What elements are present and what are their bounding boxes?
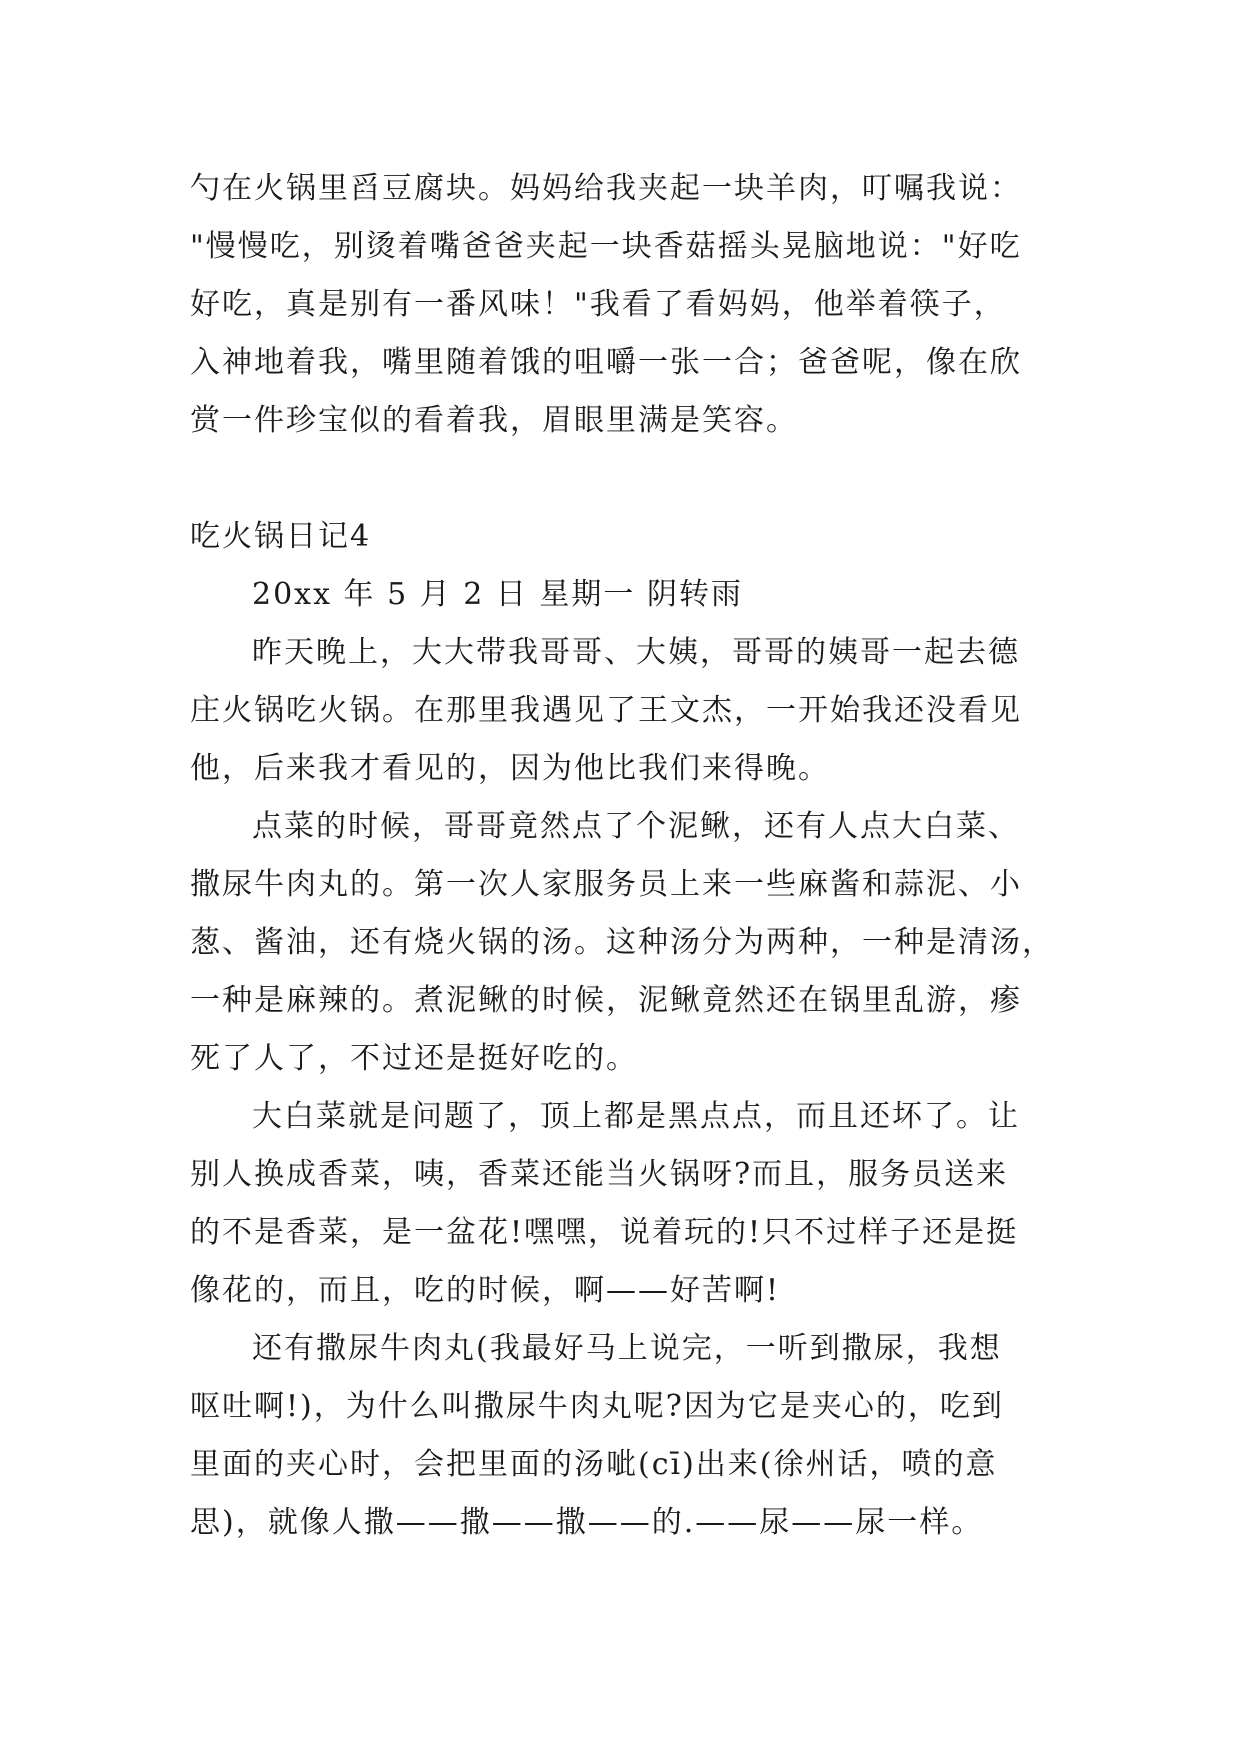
paragraph-4 bbox=[190, 1320, 1070, 1552]
diary-title: 吃火锅日记4 bbox=[190, 519, 372, 554]
paragraph-1 bbox=[190, 624, 1070, 798]
intro-paragraph bbox=[190, 160, 1070, 450]
diary-date-line: 20xx 年 5 月 2 日 星期一 阴转雨 bbox=[252, 577, 743, 612]
text-line: 葱、酱油，还有烧火锅的汤。这种汤分为两种，一种是清汤， bbox=[190, 925, 1054, 960]
paragraph-2 bbox=[190, 798, 1070, 1088]
document-page bbox=[190, 160, 1070, 1552]
text-line: 思)，就像人撒——撒——撒——的.——尿——尿一样。 bbox=[190, 1505, 984, 1540]
text-line: 勺在火锅里舀豆腐块。妈妈给我夹起一块羊肉，叮嘱我说： bbox=[190, 171, 1022, 206]
text-line: 他，后来我才看见的，因为他比我们来得晚。 bbox=[190, 751, 830, 786]
text-line: 的不是香菜，是一盆花!嘿嘿，说着玩的!只不过样子还是挺 bbox=[190, 1215, 1019, 1250]
text-line: 像花的，而且，吃的时候，啊——好苦啊! bbox=[190, 1273, 781, 1308]
text-line: 好吃，真是别有一番风味！"我看了看妈妈，他举着筷子， bbox=[190, 287, 1006, 322]
text-line: 死了人了，不过还是挺好吃的。 bbox=[190, 1041, 638, 1076]
text-line: "慢慢吃，别烫着嘴爸爸夹起一块香菇摇头晃脑地说："好吃 bbox=[190, 229, 1022, 264]
text-line: 撒尿牛肉丸的。第一次人家服务员上来一些麻酱和蒜泥、小 bbox=[190, 867, 1022, 902]
text-line: 昨天晚上，大大带我哥哥、大姨，哥哥的姨哥一起去德 bbox=[252, 635, 1020, 670]
text-line: 庄火锅吃火锅。在那里我遇见了王文杰，一开始我还没看见 bbox=[190, 693, 1022, 728]
text-line: 一种是麻辣的。煮泥鳅的时候，泥鳅竟然还在锅里乱游，瘆 bbox=[190, 983, 1022, 1018]
text-line: 里面的夹心时，会把里面的汤呲(cī)出来(徐州话，喷的意 bbox=[190, 1447, 998, 1482]
text-line: 赏一件珍宝似的看着我，眉眼里满是笑容。 bbox=[190, 403, 798, 438]
text-line: 点菜的时候，哥哥竟然点了个泥鳅，还有人点大白菜、 bbox=[252, 809, 1020, 844]
text-line: 别人换成香菜，咦，香菜还能当火锅呀?而且，服务员送来 bbox=[190, 1157, 1009, 1192]
text-line: 入神地着我，嘴里随着饿的咀嚼一张一合；爸爸呢，像在欣 bbox=[190, 345, 1022, 380]
text-line: 呕吐啊!)，为什么叫撒尿牛肉丸呢?因为它是夹心的，吃到 bbox=[190, 1389, 1004, 1424]
text-line: 大白菜就是问题了，顶上都是黑点点，而且还坏了。让 bbox=[252, 1099, 1020, 1134]
text-line: 还有撒尿牛肉丸(我最好马上说完，一听到撒尿，我想 bbox=[252, 1331, 1002, 1366]
paragraph-3 bbox=[190, 1088, 1070, 1320]
